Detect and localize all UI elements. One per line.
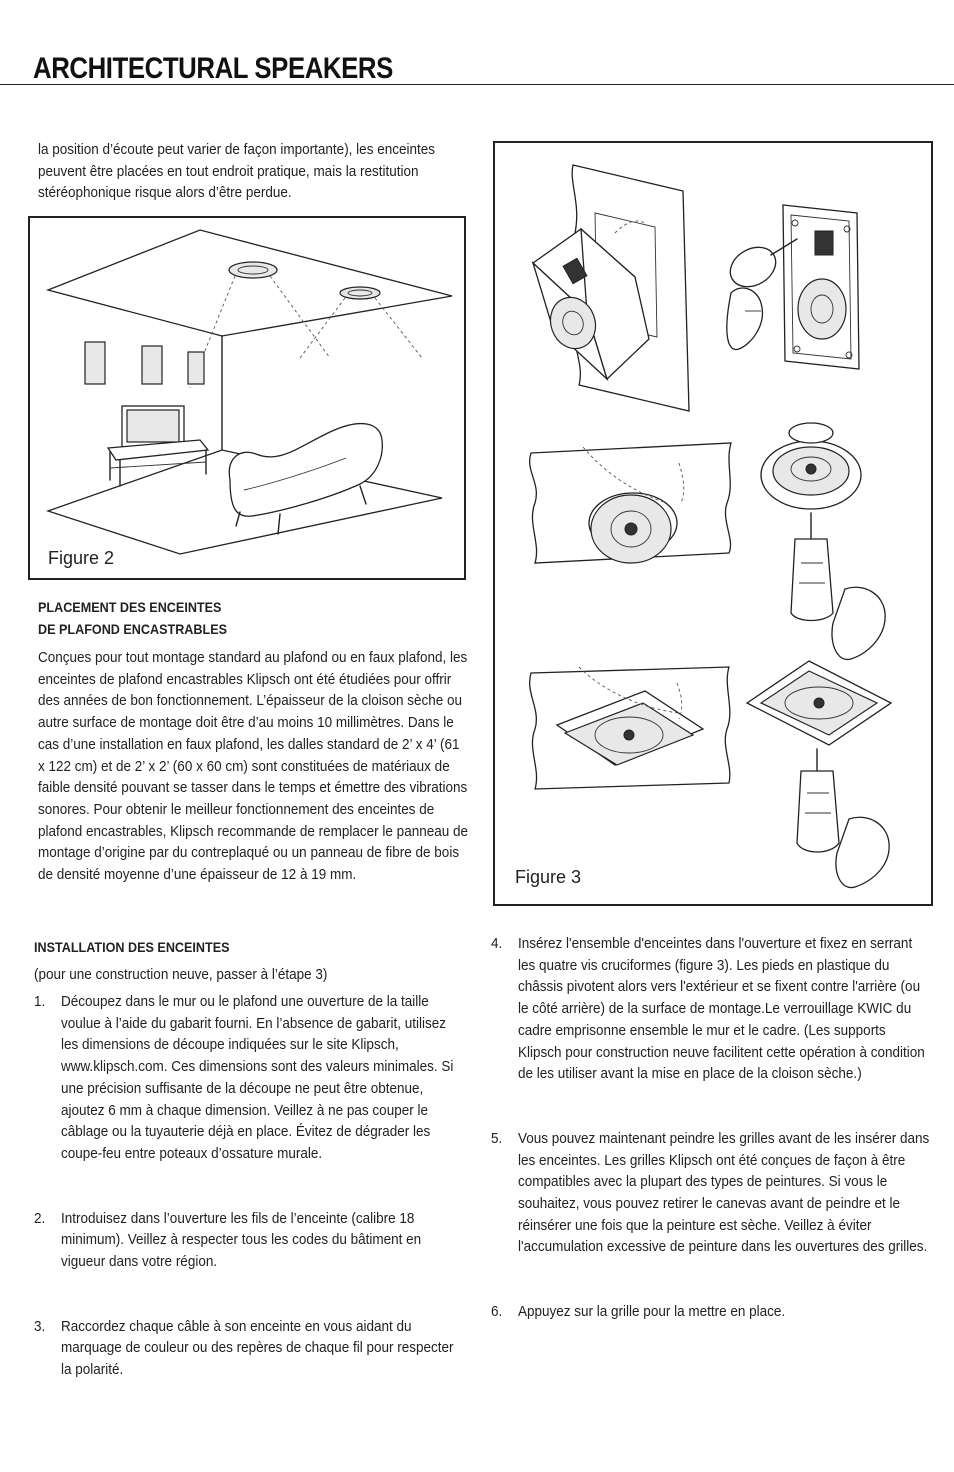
install-step-6 xyxy=(491,1301,930,1323)
wall-speaker-insert-drawing xyxy=(533,165,689,411)
figure-2-illustration xyxy=(30,218,464,578)
ceiling-heading-line2: DE PLAFOND ENCASTRABLES xyxy=(38,620,228,637)
ceiling-heading-line1: PLACEMENT DES ENCEINTES xyxy=(38,599,222,615)
figure-3-label: Figure 3 xyxy=(515,867,582,887)
figure-3-illustration xyxy=(495,143,931,904)
step-text: Insérez l'ensemble d'enceintes dans l'ouverture et fixez en serrant les quatre vis cruciformes (figure 3). Les pieds en plastique du châssis pivotent alors vers l'extérieur et se fixent contre l'arrière (ou le côté arrière) de la surface de montage.Le verrouillage KWIC du cadre emprisonne ensemble le mur et le cadre. (Les supports Klipsch pour construction neuve facilitent cette opération à condition de les utiliser avant la mise en place de la cloison sèche.) xyxy=(518,935,925,1083)
step-text: Raccordez chaque câble à son enceinte en vous aidant du marquage de couleur ou des repères de chaque fil pour respecter la polarité. xyxy=(61,1317,454,1379)
step-number: 5. xyxy=(491,1129,503,1147)
round-ceiling-speaker-drill-drawing xyxy=(761,423,885,660)
step-number: 2. xyxy=(34,1209,46,1227)
ceiling-section-paragraph xyxy=(38,647,468,886)
figure-2-label: Figure 2 xyxy=(48,548,115,568)
step-number: 4. xyxy=(491,935,503,952)
ceiling-section-heading xyxy=(38,597,272,640)
install-step-3 xyxy=(34,1316,464,1381)
step-text: Appuyez sur la grille pour la mettre en place. xyxy=(518,1303,786,1321)
ceiling-paragraph-text: Conçues pour tout montage standard au plafond ou en faux plafond, les enceintes de plafond encastrables Klipsch ont été étudiées pour offrir des années de bon fonctionnement. L’épaisseur de la cloison sèche ou autre surface de montage doit être d’au moins 10 millimètres. Dans le cas d’une installation en faux plafond, les dalles standard de 2’ x 4’ (61 x 122 cm) et de 2’ x 2’ (60 x 60 cm) sont constituées de matériaux de faible densité pouvant se tasser dans le temps et émettre des vibrations sonores. Pour obtenir le meilleur fonctionnement des enceintes de plafond encastrables, Klipsch recommande de remplacer le panneau de montage d’origine par du contreplaqué ou un panneau de fibre de bois de densité moyenne d’une épaisseur de 12 à 19 mm. xyxy=(38,649,469,884)
install-note: (pour une construction neuve, passer à l’étape 3) xyxy=(34,966,328,983)
install-steps-left xyxy=(34,991,464,1381)
figure-3 xyxy=(493,141,933,906)
install-section-heading: INSTALLATION DES ENCEINTES xyxy=(34,939,230,955)
install-step-4 xyxy=(491,933,930,1085)
step-text: Introduisez dans l’ouverture les fils de l’enceinte (calibre 18 minimum). Veillez à respecter tous les codes du bâtiment en vigueur dans votre région. xyxy=(61,1209,422,1271)
step-text: Vous pouvez maintenant peindre les grilles avant de les insérer dans les enceintes. Les grilles Klipsch ont été conçues de façon à être compatibles avec la plupart des types de peintures. Si vous le souhaitez, vous pouvez retirer le canevas avant de peindre et le réinsérer une fois que la peinture est sèche. Veillez à éviter l'accumulation excessive de peinture dans les ouvertures des grilles. xyxy=(518,1129,930,1256)
step-number: 1. xyxy=(34,993,46,1010)
step-number: 6. xyxy=(491,1303,503,1321)
round-ceiling-speaker-insert-drawing xyxy=(530,443,731,563)
intro-paragraph xyxy=(38,139,468,204)
page-title: ARCHITECTURAL SPEAKERS xyxy=(33,52,393,85)
step-text: Découpez dans le mur ou le plafond une ouverture de la taille voulue à l’aide du gabarit fourni. En l’absence de gabarit, utilisez les dimensions de découpe indiquées sur le site Klipsch, www.klipsch.com. Ces dimensions sont des valeurs minimales. Si une précision suffisante de la découpe ne peut être obtenue, ajoutez 6 mm à chaque dimension. Veillez à ne pas couper le câblage ou la tuyauterie déjà en place. Évitez de dégrader les coupe-feu entre poteaux d’ossature murale. xyxy=(61,993,454,1162)
install-step-5 xyxy=(491,1128,930,1258)
step-number: 3. xyxy=(34,1317,46,1335)
intro-text: la position d’écoute peut varier de façon importante), les enceintes peuvent être placées en tout endroit pratique, mais la restitution stéréophonique risque alors d’être perdue. xyxy=(38,141,435,202)
header-rule xyxy=(0,84,954,85)
square-ceiling-speaker-insert-drawing xyxy=(530,667,730,789)
figure-2 xyxy=(28,216,466,580)
square-ceiling-speaker-drill-drawing xyxy=(747,661,891,888)
install-step-1 xyxy=(34,991,464,1165)
install-step-2 xyxy=(34,1208,464,1273)
wall-speaker-drill-drawing xyxy=(723,205,859,369)
install-steps-right xyxy=(491,933,930,1323)
